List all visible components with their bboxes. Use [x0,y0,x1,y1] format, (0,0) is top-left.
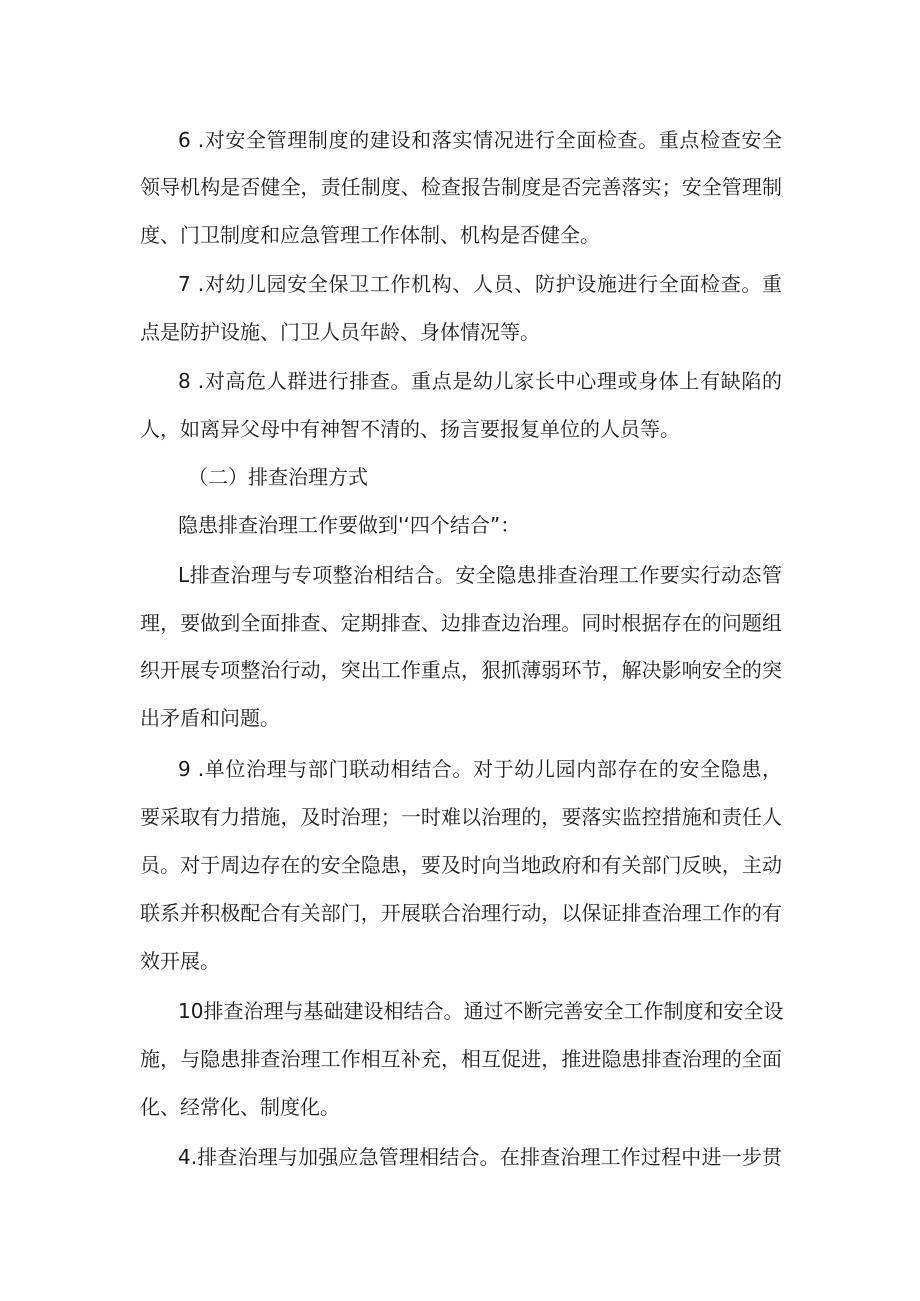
paragraph-line: 人，如离异父母中有神智不清的、扬言要报复单位的人员等。 [140,417,680,441]
paragraph-line: 理，要做到全面排查、定期排查、边排查边治理。同时根据存在的问题组 [140,611,782,635]
paragraph-line: 4.排查治理与加强应急管理相结合。在排查治理工作过程中进一步贯 [178,1145,782,1169]
paragraph-line: 化、经常化、制度化。 [140,1095,340,1119]
paragraph-line: 出矛盾和问题。 [140,706,280,730]
paragraph-line: 隐患排查治理工作要做到'‘四个结合”： [178,513,521,537]
paragraph-line: 领导机构是否健全，责任制度、检查报告制度是否完善落实；安全管理制 [140,175,782,199]
paragraph-line: 6 .对安全管理制度的建设和落实情况进行全面检查。重点检查安全 [178,128,782,152]
paragraph-line: L排查治理与专项整治相结合。安全隐患排查治理工作要实行动态管 [178,563,782,587]
paragraph-line: 施，与隐患排查治理工作相互补充，相互促进，推进隐患排查治理的全面 [140,1047,782,1071]
paragraph-line: 员。对于周边存在的安全隐患，要及时向当地政府和有关部门反映，主动 [140,853,782,877]
section-heading: （二）排查治理方式 [188,465,368,489]
paragraph-line: 7 .对幼儿园安全保卫工作机构、人员、防护设施进行全面检查。重 [178,272,782,296]
paragraph-line: 度、门卫制度和应急管理工作体制、机构是否健全。 [140,223,600,247]
paragraph-line: 联系并积极配合有关部门，开展联合治理行动，以保证排查治理工作的有 [140,901,782,925]
paragraph-line: 8 .对高危人群进行排查。重点是幼儿家长中心理或身体上有缺陷的 [178,369,782,393]
paragraph-line: 10排查治理与基础建设相结合。通过不断完善安全工作制度和安全设 [178,999,784,1023]
paragraph-line: 要采取有力措施，及时治理；一时难以治理的，要落实监控措施和责任人 [140,805,782,829]
paragraph-line: 织开展专项整治行动，突出工作重点，狠抓薄弱环节，解决影响安全的突 [140,658,782,682]
paragraph-line: 点是防护设施、门卫人员年龄、身体情况等。 [140,320,540,344]
paragraph-line: 9 .单位治理与部门联动相结合。对于幼儿园内部存在的安全隐患， [178,757,782,781]
paragraph-line: 效开展。 [140,949,220,973]
